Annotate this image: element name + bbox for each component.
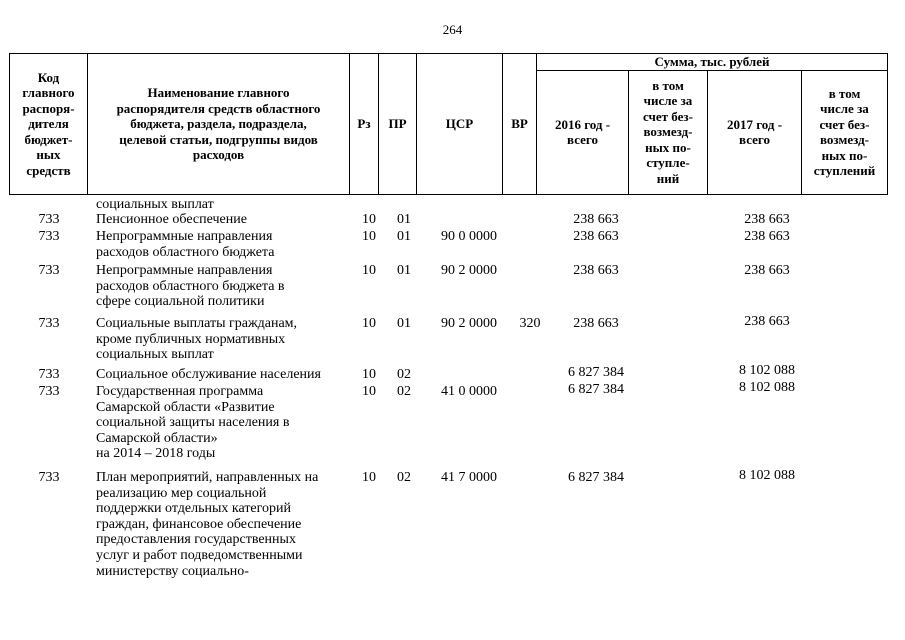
row-sum-2016: 238 663 [573, 316, 619, 331]
row-code: 733 [38, 229, 60, 244]
header-pr: ПР [379, 54, 417, 195]
header-sum-title: Сумма, тыс. рублей [537, 54, 888, 71]
row-sum-2017: 238 663 [744, 263, 790, 278]
row-rz: 10 [362, 229, 376, 244]
row-rz: 10 [362, 470, 376, 485]
row-sum-2016: 6 827 384 [568, 382, 624, 397]
row-sum-2017: 238 663 [744, 314, 790, 329]
row-name: Непрограммные направления расходов областного бюджета в сфере социальной политики [96, 263, 285, 310]
row-name: Непрограммные направления расходов областного бюджета [96, 229, 275, 260]
row-rz: 10 [362, 384, 376, 399]
row-rz: 10 [362, 367, 376, 382]
row-rz: 10 [362, 263, 376, 278]
row-code: 733 [38, 384, 60, 399]
row-csr: 90 2 0000 [441, 263, 497, 278]
table-header [9, 53, 888, 195]
header-2017-total: 2017 год - всего [708, 70, 802, 194]
page-number: 264 [442, 22, 463, 37]
row-name: Пенсионное обеспечение [96, 212, 247, 227]
row-sum-2016: 238 663 [573, 229, 619, 244]
row-name: Социальное обслуживание населения [96, 367, 321, 382]
row-code: 733 [38, 470, 60, 485]
row-code: 733 [38, 367, 60, 382]
row-pr: 02 [397, 384, 411, 399]
row-code: 733 [38, 316, 60, 331]
row-csr: 90 2 0000 [441, 316, 497, 331]
row-pr: 02 [397, 470, 411, 485]
header-vr: ВР [503, 54, 537, 195]
row-code: 733 [38, 263, 60, 278]
row-sum-2016: 6 827 384 [568, 365, 624, 380]
header-rz: Рз [350, 54, 379, 195]
header-2016-total: 2016 год - всего [537, 70, 629, 194]
row-sum-2017: 238 663 [744, 229, 790, 244]
row-pr: 01 [397, 263, 411, 278]
header-code: Код главного распоря- дителя бюджет- ных средств [10, 54, 88, 195]
row-sum-2016: 6 827 384 [568, 470, 624, 485]
row-sum-2016: 238 663 [573, 263, 619, 278]
row-rz: 10 [362, 212, 376, 227]
row-name: Социальные выплаты гражданам, кроме публичных нормативных социальных выплат [96, 316, 298, 363]
header-2017-free: в том числе за счет без- возмезд- ных по- ступлений [802, 70, 888, 194]
row-csr: 41 0 0000 [441, 384, 497, 399]
row-sum-2016: 238 663 [573, 212, 619, 227]
row-vr: 320 [519, 316, 541, 331]
row-rz: 10 [362, 316, 376, 331]
header-csr: ЦСР [417, 54, 503, 195]
row-sum-2017: 8 102 088 [739, 468, 795, 483]
row-pr: 01 [397, 229, 411, 244]
row-name: Государственная программа Самарской области «Развитие социальной защиты населения в Самарской области» на 2014 – 2018 годы [96, 384, 290, 462]
row-sum-2017: 238 663 [744, 212, 790, 227]
row-sum-2017: 8 102 088 [739, 380, 795, 395]
row-name: социальных выплат [96, 197, 214, 212]
row-csr: 90 0 0000 [441, 229, 497, 244]
row-pr: 01 [397, 212, 411, 227]
row-pr: 02 [397, 367, 411, 382]
row-code: 733 [38, 212, 60, 227]
row-pr: 01 [397, 316, 411, 331]
row-sum-2017: 8 102 088 [739, 363, 795, 378]
header-2016-free: в том числе за счет без- возмезд- ных по- ступле- ний [629, 70, 708, 194]
row-name: План мероприятий, направленных на реализацию мер социальной поддержки отдельных категорий граждан, финансовое обеспечение предоставления государственных услуг и работ подведомственными министерству социально- [96, 470, 319, 579]
header-name: Наименование главного распорядителя средств областного бюджета, раздела, подраздела, целевой статьи, подгруппы видов расходов [88, 54, 350, 195]
row-csr: 41 7 0000 [441, 470, 497, 485]
